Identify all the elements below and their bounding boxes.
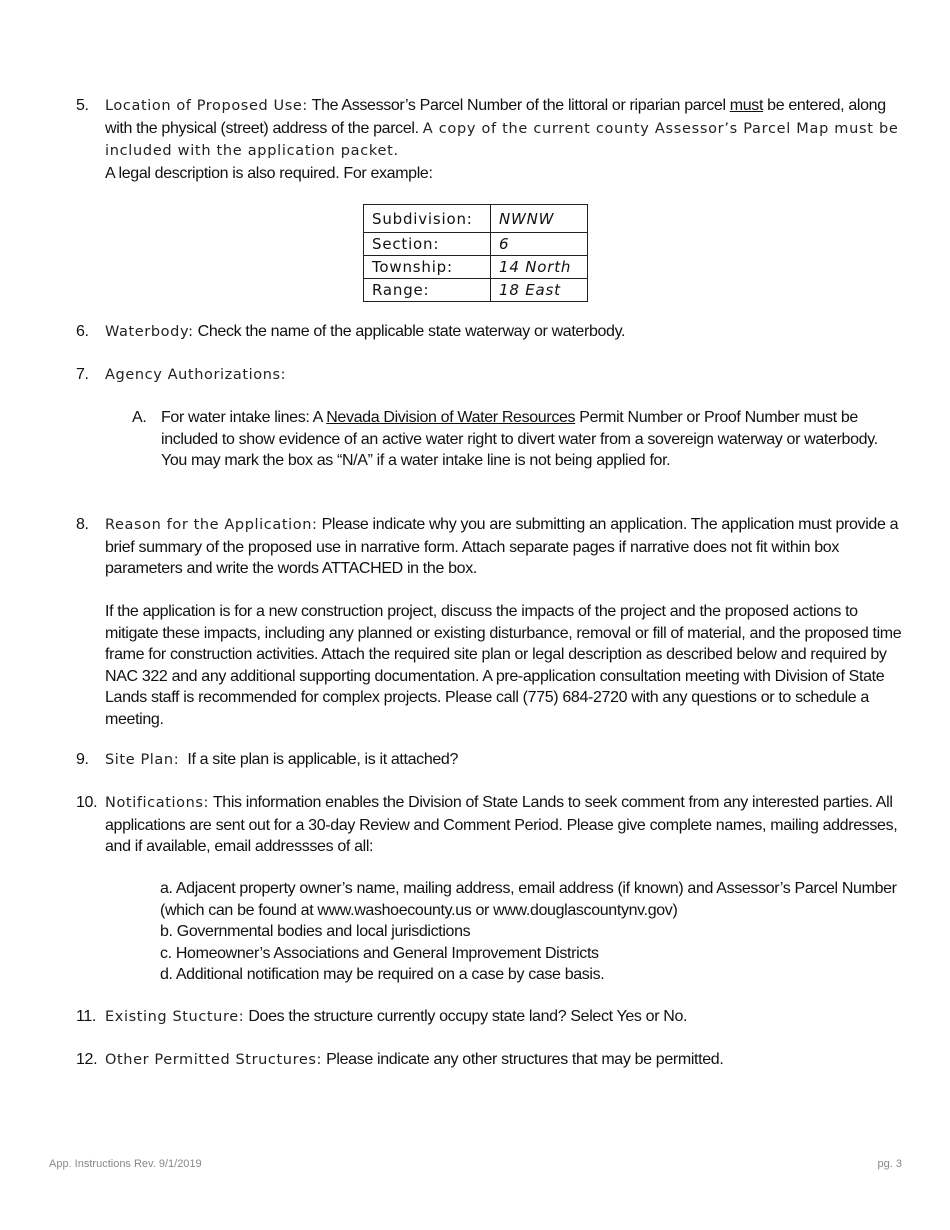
table-cell-value: 18 East (491, 279, 588, 302)
item-text: Permit Number or Proof Number must be included to show evidence of an active water right to divert water from a sovereign waterway or waterbody. You may mark the box as “N/A” if a water intake line is not being applied for. (161, 409, 878, 469)
item-body (105, 792, 906, 858)
table-row (364, 205, 588, 233)
item-location-of-proposed-use (76, 95, 906, 184)
item-body (161, 407, 904, 472)
item-text: This information enables the Division of State Lands to seek comment from any interested parties. All applications are sent out for a 30-day Review and Comment Period. Please give complete names, mailing addresses, and if available, email addressses of all: (105, 794, 898, 855)
item-body (105, 514, 906, 730)
item-number: 6. (76, 323, 89, 340)
item-number: 7. (76, 366, 89, 383)
item-number: 5. (76, 97, 89, 114)
item-label: Existing Stucture: (105, 1009, 245, 1025)
item-body (105, 321, 906, 344)
item-paragraph: If the application is for a new construction project, discuss the impacts of the project and the proposed actions to mitigate these impacts, including any planned or existing disturbance, removal or fill of material, and the proposed time frame for construction activities. Attach the required site plan or legal description as described below and required by NAC 322 and any additional supporting documentation. A pre-application consultation meeting with Division of State Lands staff is recommended for complex projects. Please call (775) 684-2720 with any questions or to schedule a meeting. (105, 603, 902, 728)
list-item: d. Additional notification may be required on a case by case basis. (160, 966, 605, 983)
item-label: Site Plan: (105, 752, 180, 768)
item-notifications (76, 792, 906, 858)
table-cell-key: Section: (364, 233, 491, 256)
table-cell-value: NWNW (491, 205, 588, 233)
item-body (105, 95, 906, 184)
list-item: a. Adjacent property owner’s name, mailing address, email address (if known) and Assessor’s Parcel Number (which can be found at www.washoecounty.us or www.douglascountynv.gov) (160, 880, 897, 919)
item-number: 10. (76, 794, 98, 811)
nevada-dwr-reference: Nevada Division of Water Resources (326, 409, 576, 426)
item-waterbody (76, 321, 906, 344)
item-text: The Assessor’s Parcel Number of the littoral or riparian parcel (307, 97, 730, 114)
table-cell-key: Township: (364, 256, 491, 279)
footer-revision: App. Instructions Rev. 9/1/2019 (49, 1158, 202, 1170)
item-number: 9. (76, 751, 89, 768)
item-body (105, 1049, 906, 1072)
table-cell-value: 6 (491, 233, 588, 256)
item-number: 12. (76, 1051, 98, 1068)
item-number: A. (132, 409, 147, 426)
item-other-permitted-structures (76, 1049, 906, 1072)
item-text: For water intake lines: A (161, 409, 327, 426)
notification-list (160, 878, 900, 986)
item-text: Check the name of the applicable state waterway or waterbody. (193, 323, 626, 340)
item-existing-structure (76, 1006, 906, 1029)
item-text: A legal description is also required. For example: (105, 164, 433, 182)
item-agency-authorizations (76, 364, 906, 387)
emphasis-must: must (729, 97, 764, 114)
item-text: If a site plan is applicable, is it attached? (179, 751, 459, 768)
table-row (364, 279, 588, 302)
item-site-plan (76, 749, 906, 772)
subitem-water-intake-lines (132, 407, 904, 472)
table-cell-key: Subdivision: (364, 205, 491, 233)
item-label: Reason for the Application: (105, 517, 318, 533)
footer-page-number: pg. 3 (877, 1158, 902, 1170)
item-label: Other Permitted Structures: (105, 1052, 322, 1068)
item-number: 11. (76, 1008, 97, 1025)
table-row (364, 256, 588, 279)
table-cell-key: Range: (364, 279, 491, 302)
list-item: b. Governmental bodies and local jurisdictions (160, 923, 471, 940)
table-row (364, 233, 588, 256)
table-cell-value: 14 North (491, 256, 588, 279)
item-body (105, 749, 906, 772)
list-item: c. Homeowner’s Associations and General Improvement Districts (160, 944, 599, 962)
item-text: Does the structure currently occupy state land? Select Yes or No. (244, 1008, 688, 1025)
item-body (105, 1006, 906, 1029)
parcel-map-note: A copy of the current county Assessor’s Parcel Map must be included with the application packet. (105, 120, 899, 159)
item-number: 8. (76, 516, 89, 533)
item-reason-for-application (76, 514, 906, 730)
item-text: Please indicate any other structures that may be permitted. (321, 1051, 724, 1068)
item-label: Notifications: (105, 795, 210, 811)
item-label: Waterbody: (105, 324, 194, 340)
item-label: Agency Authorizations: (105, 367, 287, 383)
item-body (105, 364, 906, 387)
item-text: be entered, along with the physical (street) address of the parcel. (105, 97, 886, 137)
item-text: Please indicate why you are submitting an application. The application must provide a brief summary of the proposed use in narrative form. Attach separate pages if narrative does not fit within box parameters and write the words ATTACHED in the box. (105, 516, 899, 577)
legal-description-table (363, 204, 588, 302)
item-label: Location of Proposed Use: (105, 98, 308, 114)
